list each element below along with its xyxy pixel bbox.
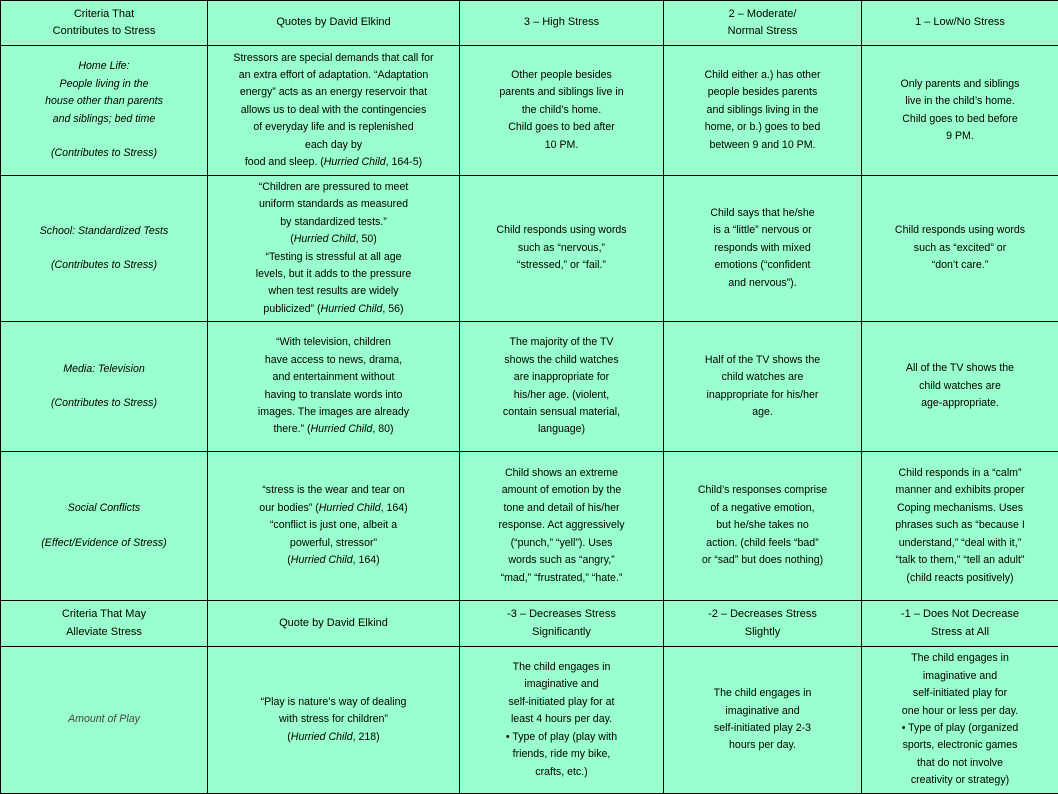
text-line: one hour or less per day. — [866, 703, 1054, 720]
quote-citation-line — [212, 301, 455, 318]
text-line: imaginative and — [668, 703, 857, 720]
text-line: “talk to them,” “tell an adult” — [866, 552, 1054, 569]
quote-line: with stress for children” — [212, 711, 455, 728]
quote-citation-line — [212, 552, 455, 569]
quote-line: powerful, stressor” — [212, 535, 455, 552]
text-line: is a “little” nervous or — [668, 222, 857, 239]
quote-line: each day by — [212, 137, 455, 154]
moderate-home-life — [664, 46, 862, 176]
book-title: Hurried Child — [319, 502, 381, 514]
text-line: The child engages in — [866, 650, 1054, 667]
text-line: home, or b.) goes to bed — [668, 119, 857, 136]
text-line: Alleviate Stress — [5, 624, 203, 641]
text-line: Child says that he/she — [668, 205, 857, 222]
criteria-line: Home Life: — [5, 58, 203, 75]
text-line: All of the TV shows the — [866, 360, 1054, 377]
line-gap — [5, 518, 203, 535]
text-line: friends, ride my bike, — [464, 746, 659, 763]
low-media — [862, 322, 1058, 452]
text-line: his/her age. (violent, — [464, 387, 659, 404]
text-line: understand,” “deal with it,” — [866, 535, 1054, 552]
quote-line: “With television, children — [212, 334, 455, 351]
criteria-line: (Contributes to Stress) — [5, 257, 203, 274]
header-row-alleviate — [1, 601, 1058, 647]
text-line: Normal Stress — [668, 23, 857, 40]
criteria-school — [1, 176, 208, 322]
text-line: the child’s home. — [464, 102, 659, 119]
quote-line: of everyday life and is replenished — [212, 119, 455, 136]
citation-text: ( — [290, 233, 294, 245]
criteria-social — [1, 452, 208, 601]
citation-text: our bodies” ( — [259, 502, 318, 514]
text-line: that do not involve — [866, 755, 1054, 772]
text-line: The child engages in — [464, 659, 659, 676]
text-line: but he/she takes no — [668, 517, 857, 534]
text-line: Child responds using words — [464, 222, 659, 239]
text-line: Criteria That May — [5, 606, 203, 623]
book-title: Hurried Child — [324, 156, 386, 168]
citation-text: , 56) — [382, 303, 403, 315]
text-line: “stressed,” or “fail.” — [464, 257, 659, 274]
header2-none — [862, 601, 1058, 647]
text-line: Child’s responses comprise — [668, 482, 857, 499]
quote-line: when test results are widely — [212, 283, 455, 300]
text-line: phrases such as “because I — [866, 517, 1054, 534]
text-line: “mad,” “frustrated,” “hate.” — [464, 570, 659, 587]
text-line: (“punch,” “yell”). Uses — [464, 535, 659, 552]
quote-line: “Testing is stressful at all age — [212, 249, 455, 266]
criteria-line: School: Standardized Tests — [5, 223, 203, 240]
quote-line: allows us to deal with the contingencies — [212, 102, 455, 119]
text-line: people besides parents — [668, 84, 857, 101]
quote-line: “conflict is just one, albeit a — [212, 517, 455, 534]
moderate-media — [664, 322, 862, 452]
text-line: emotions (“confident — [668, 257, 857, 274]
text-line: Coping mechanisms. Uses — [866, 500, 1054, 517]
low-play — [862, 647, 1058, 794]
text-line: The majority of the TV — [464, 334, 659, 351]
text-line: manner and exhibits proper — [866, 482, 1054, 499]
text-line: sports, electronic games — [866, 737, 1054, 754]
citation-text: , 80) — [372, 423, 393, 435]
high-school — [460, 176, 664, 322]
text-line: language) — [464, 421, 659, 438]
criteria-line: Social Conflicts — [5, 500, 203, 517]
text-line: words such as “angry,” — [464, 552, 659, 569]
header-row — [1, 1, 1058, 46]
text-line: Half of the TV shows the — [668, 352, 857, 369]
moderate-play — [664, 647, 862, 794]
header2-slight — [664, 601, 862, 647]
quote-line: energy” acts as an energy reservoir that — [212, 84, 455, 101]
text-line: -3 – Decreases Stress — [464, 606, 659, 623]
quote-media — [208, 322, 460, 452]
quote-citation-line — [212, 231, 455, 248]
header2-criteria — [1, 601, 208, 647]
text-line: age. — [668, 404, 857, 421]
text-line: amount of emotion by the — [464, 482, 659, 499]
text-line: 2 – Moderate/ — [668, 6, 857, 23]
text-line: shows the child watches — [464, 352, 659, 369]
low-school — [862, 176, 1058, 322]
criteria-media — [1, 322, 208, 452]
text-line: Child responds using words — [866, 222, 1054, 239]
table-row-social — [1, 452, 1058, 601]
line-gap — [5, 378, 203, 395]
moderate-school — [664, 176, 862, 322]
text-line: 9 PM. — [866, 128, 1054, 145]
text-line: child watches are — [866, 378, 1054, 395]
quote-line: have access to news, drama, — [212, 352, 455, 369]
table-row-home-life — [1, 46, 1058, 176]
text-line: Other people besides — [464, 67, 659, 84]
high-media — [460, 322, 664, 452]
quote-line: images. The images are already — [212, 404, 455, 421]
text-line: such as “excited” or — [866, 240, 1054, 257]
moderate-social — [664, 452, 862, 601]
quote-social — [208, 452, 460, 601]
citation-text: ( — [287, 554, 291, 566]
citation-text: ( — [287, 731, 291, 743]
text-line: response. Act aggressively — [464, 517, 659, 534]
text-line: parents and siblings live in — [464, 84, 659, 101]
quote-line: “stress is the wear and tear on — [212, 482, 455, 499]
quote-line: having to translate words into — [212, 387, 455, 404]
text-line: imaginative and — [464, 676, 659, 693]
quote-line: an extra effort of adaptation. “Adaptation — [212, 67, 455, 84]
criteria-line: and siblings; bed time — [5, 111, 203, 128]
table-row-play — [1, 647, 1058, 794]
quote-line: “Play is nature’s way of dealing — [212, 694, 455, 711]
text-line: 3 – High Stress — [464, 14, 659, 31]
header2-quote — [208, 601, 460, 647]
criteria-play — [1, 647, 208, 794]
text-line: Child goes to bed after — [464, 119, 659, 136]
line-gap — [5, 240, 203, 257]
header-quotes — [208, 1, 460, 46]
text-line: -2 – Decreases Stress — [668, 606, 857, 623]
text-line: and nervous”). — [668, 275, 857, 292]
text-line: are inappropriate for — [464, 369, 659, 386]
criteria-line: (Contributes to Stress) — [5, 395, 203, 412]
text-line: of a negative emotion, — [668, 500, 857, 517]
criteria-line: Media: Television — [5, 361, 203, 378]
quote-line: by standardized tests.” — [212, 214, 455, 231]
quote-line: and entertainment without — [212, 369, 455, 386]
quote-citation-line — [212, 421, 455, 438]
text-line: contain sensual material, — [464, 404, 659, 421]
text-line: Child goes to bed before — [866, 111, 1054, 128]
header-moderate-stress — [664, 1, 862, 46]
text-line: 1 – Low/No Stress — [866, 14, 1054, 31]
line-gap — [5, 128, 203, 145]
text-line: action. (child feels “bad” — [668, 535, 857, 552]
header-low-stress — [862, 1, 1058, 46]
quote-citation-line — [212, 154, 455, 171]
text-line: Child shows an extreme — [464, 465, 659, 482]
text-line: -1 – Does Not Decrease — [866, 606, 1054, 623]
text-line: child watches are — [668, 369, 857, 386]
citation-text: , 164-5) — [386, 156, 423, 168]
text-line: The child engages in — [668, 685, 857, 702]
book-title: Hurried Child — [291, 554, 353, 566]
citation-text: , 164) — [353, 554, 380, 566]
low-home-life — [862, 46, 1058, 176]
citation-text: , 218) — [353, 731, 380, 743]
header-high-stress — [460, 1, 664, 46]
book-title: Hurried Child — [291, 731, 353, 743]
criteria-line: (Effect/Evidence of Stress) — [5, 535, 203, 552]
header-criteria — [1, 1, 208, 46]
quote-citation-line — [212, 729, 455, 746]
criteria-line: People living in the — [5, 76, 203, 93]
quote-line: uniform standards as measured — [212, 196, 455, 213]
text-line: Stress at All — [866, 624, 1054, 641]
text-line: responds with mixed — [668, 240, 857, 257]
high-home-life — [460, 46, 664, 176]
criteria-line: (Contributes to Stress) — [5, 145, 203, 162]
quote-play — [208, 647, 460, 794]
text-line: crafts, etc.) — [464, 764, 659, 781]
criteria-home-life — [1, 46, 208, 176]
quote-line: “Children are pressured to meet — [212, 179, 455, 196]
citation-text: , 50) — [356, 233, 377, 245]
text-line: self-initiated play for at — [464, 694, 659, 711]
citation-text: food and sleep. ( — [245, 156, 324, 168]
text-line: • Type of play (organized — [866, 720, 1054, 737]
text-line: and siblings living in the — [668, 102, 857, 119]
book-title: Hurried Child — [311, 423, 373, 435]
citation-text: , 164) — [381, 502, 408, 514]
text-line: creativity or strategy) — [866, 772, 1054, 789]
text-line: or “sad” but does nothing) — [668, 552, 857, 569]
text-line: imaginative and — [866, 668, 1054, 685]
citation-text: there.” ( — [273, 423, 310, 435]
table-row-school — [1, 176, 1058, 322]
book-title: Hurried Child — [321, 303, 383, 315]
quote-school — [208, 176, 460, 322]
text-line: Contributes to Stress — [5, 23, 203, 40]
text-line: between 9 and 10 PM. — [668, 137, 857, 154]
text-line: hours per day. — [668, 737, 857, 754]
book-title: Hurried Child — [294, 233, 356, 245]
table-row-media — [1, 322, 1058, 452]
high-social — [460, 452, 664, 601]
text-line: tone and detail of his/her — [464, 500, 659, 517]
header2-significant — [460, 601, 664, 647]
text-line: Significantly — [464, 624, 659, 641]
text-line: Quote by David Elkind — [212, 615, 455, 632]
citation-text: publicized” ( — [263, 303, 320, 315]
text-line: Quotes by David Elkind — [212, 14, 455, 31]
quote-citation-line — [212, 500, 455, 517]
text-line: live in the child’s home. — [866, 93, 1054, 110]
text-line: inappropriate for his/her — [668, 387, 857, 404]
text-line: Criteria That — [5, 6, 203, 23]
high-play — [460, 647, 664, 794]
criteria-line: house other than parents — [5, 93, 203, 110]
text-line: (child reacts positively) — [866, 570, 1054, 587]
text-line: Child either a.) has other — [668, 67, 857, 84]
text-line: Child responds in a “calm” — [866, 465, 1054, 482]
text-line: age-appropriate. — [866, 395, 1054, 412]
text-line: Slightly — [668, 624, 857, 641]
text-line: such as “nervous,” — [464, 240, 659, 257]
quote-home-life — [208, 46, 460, 176]
quote-line: Stressors are special demands that call for — [212, 50, 455, 67]
text-line: • Type of play (play with — [464, 729, 659, 746]
text-line: “don’t care.” — [866, 257, 1054, 274]
text-line: self-initiated play for — [866, 685, 1054, 702]
quote-line: levels, but it adds to the pressure — [212, 266, 455, 283]
text-line: self-initiated play 2-3 — [668, 720, 857, 737]
text-line: 10 PM. — [464, 137, 659, 154]
text-line: Amount of Play — [5, 711, 203, 728]
text-line: Only parents and siblings — [866, 76, 1054, 93]
text-line: least 4 hours per day. — [464, 711, 659, 728]
low-social — [862, 452, 1058, 601]
